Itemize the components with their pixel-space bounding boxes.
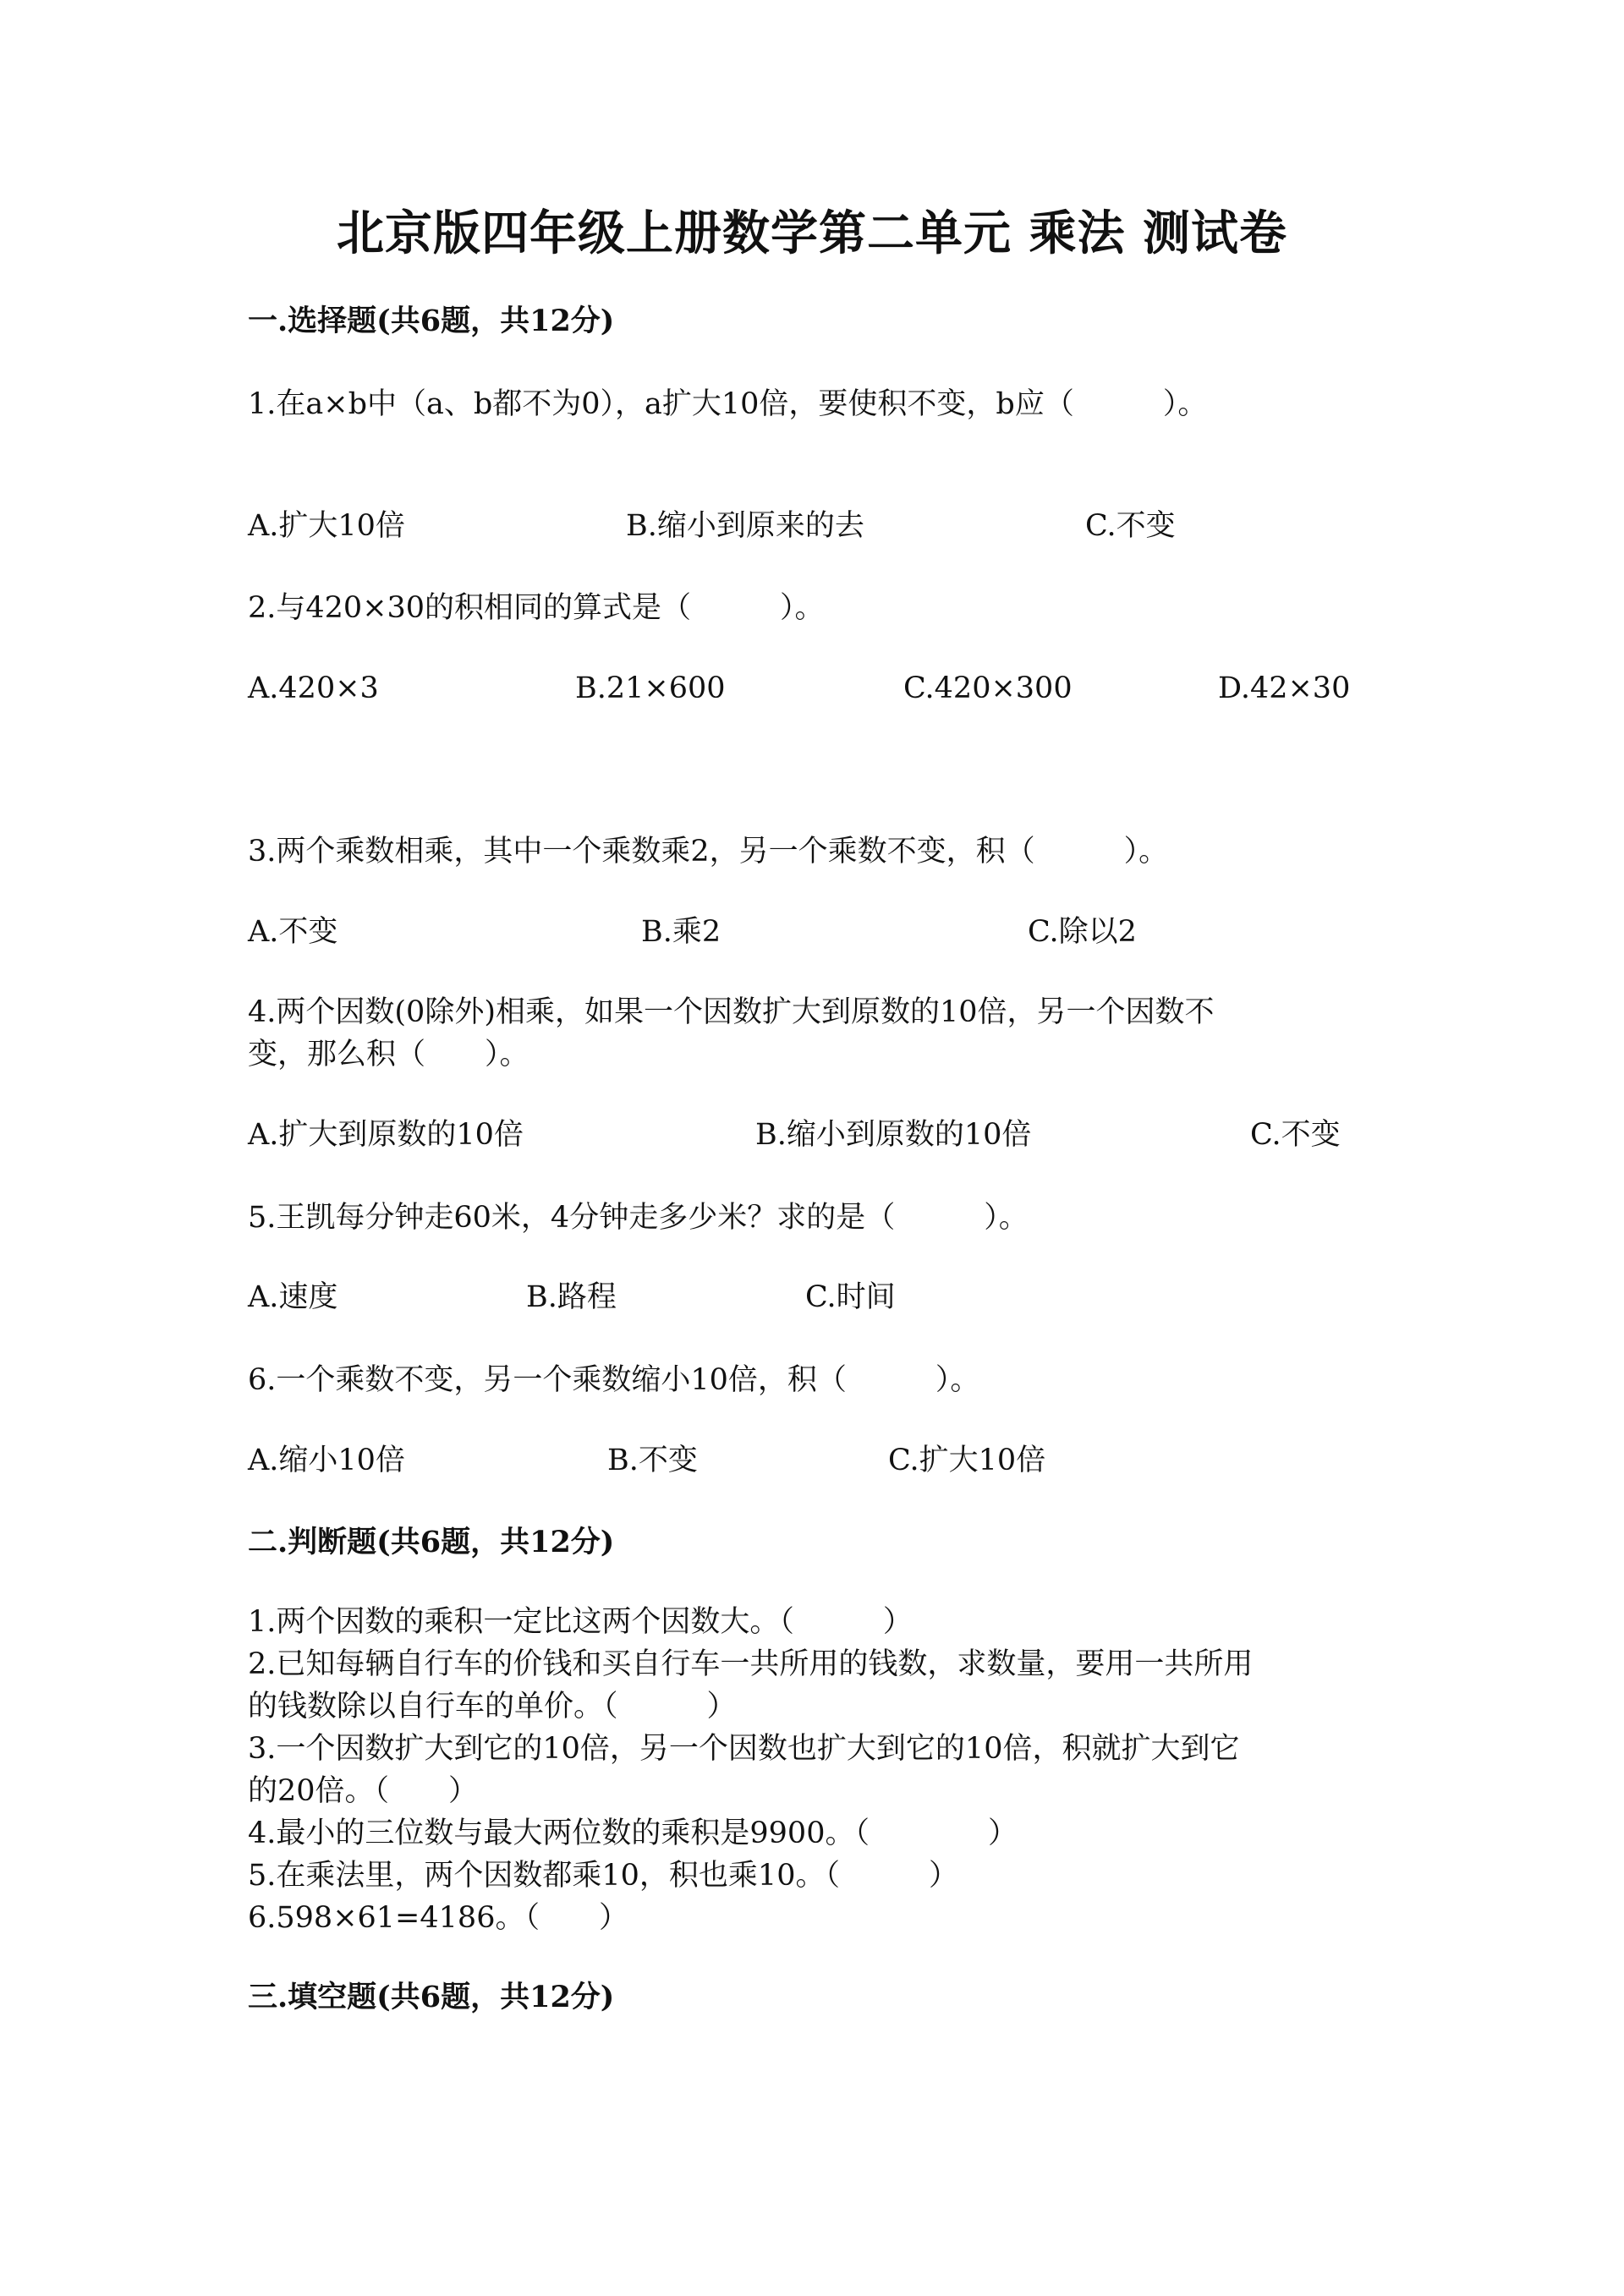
q4-option-c: C.不变 <box>1250 1118 1341 1152</box>
q2-option-a: A.420×3 <box>248 671 379 705</box>
page-title: 北京版四年级上册数学第二单元 乘法 测试卷 <box>337 205 1287 261</box>
section-heading-true-false: 二.判断题(共6题，共12分) <box>248 1525 615 1559</box>
q4-option-a: A.扩大到原数的10倍 <box>248 1118 524 1152</box>
question-4-line-1: 4.两个因数(0除外)相乘，如果一个因数扩大到原数的10倍，另一个因数不 <box>248 995 1215 1029</box>
section-heading-fill-blank: 三.填空题(共6题，共12分) <box>248 1980 615 2014</box>
q1-option-b: B.缩小到原来的去 <box>626 509 864 543</box>
question-3: 3.两个乘数相乘，其中一个乘数乘2，另一个乘数不变，积（ ）。 <box>248 835 1169 869</box>
q5-option-c: C.时间 <box>805 1280 896 1314</box>
q6-option-a: A.缩小10倍 <box>248 1444 405 1477</box>
tf-line-4: 3.一个因数扩大到它的10倍，另一个因数也扩大到它的10倍，积就扩大到它 <box>248 1732 1240 1766</box>
tf-line-1: 1.两个因数的乘积一定比这两个因数大。（ ） <box>248 1605 913 1639</box>
tf-line-6: 4.最小的三位数与最大两位数的乘积是9900。（ ） <box>248 1817 1018 1850</box>
q2-option-b: B.21×600 <box>575 671 726 705</box>
q3-option-c: C.除以2 <box>1028 915 1137 949</box>
q6-option-b: B.不变 <box>607 1444 698 1477</box>
question-2: 2.与420×30的积相同的算式是（ ）。 <box>248 591 825 625</box>
q1-option-c: C.不变 <box>1085 509 1176 543</box>
section-heading-choice: 一.选择题(共6题，共12分) <box>248 304 615 338</box>
q6-option-c: C.扩大10倍 <box>888 1444 1046 1477</box>
q5-option-a: A.速度 <box>248 1280 338 1314</box>
q2-option-c: C.420×300 <box>903 671 1073 705</box>
tf-line-7: 5.在乘法里，两个因数都乘10，积也乘10。（ ） <box>248 1859 958 1893</box>
q4-option-b: B.缩小到原数的10倍 <box>755 1118 1032 1152</box>
q3-option-b: B.乘2 <box>641 915 721 949</box>
question-5: 5.王凯每分钟走60米，4分钟走多少米？求的是（ ）。 <box>248 1201 1029 1235</box>
question-1: 1.在a×b中（a、b都不为0），a扩大10倍，要使积不变，b应（ ）。 <box>248 387 1208 421</box>
tf-line-3: 的钱数除以自行车的单价。（ ） <box>248 1690 737 1723</box>
question-6: 6.一个乘数不变，另一个乘数缩小10倍，积（ ）。 <box>248 1363 980 1397</box>
question-4-line-2: 变，那么积（ ）。 <box>248 1038 529 1071</box>
q1-option-a: A.扩大10倍 <box>248 509 405 543</box>
q3-option-a: A.不变 <box>248 915 338 949</box>
tf-line-8: 6.598×61=4186。（ ） <box>248 1901 628 1935</box>
q2-option-d: D.42×30 <box>1218 671 1351 705</box>
q5-option-b: B.路程 <box>526 1280 617 1314</box>
tf-line-5: 的20倍。（ ） <box>248 1774 479 1808</box>
tf-line-2: 2.已知每辆自行车的价钱和买自行车一共所用的钱数，求数量，要用一共所用 <box>248 1647 1254 1681</box>
